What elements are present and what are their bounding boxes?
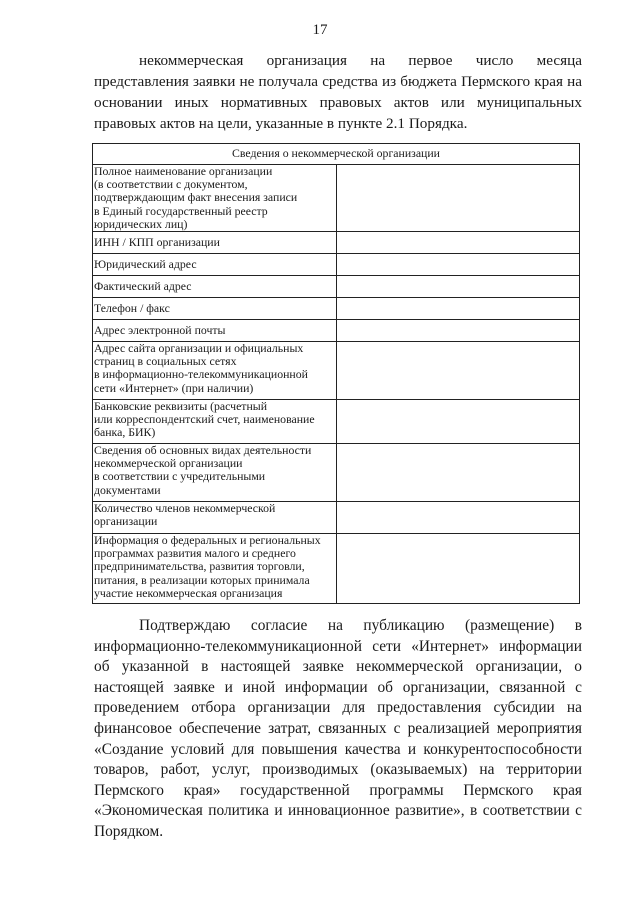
table-row [93, 400, 580, 444]
row-value-bank-details[interactable] [336, 400, 580, 444]
page-number: 17 [312, 22, 328, 38]
row-value-actual-address[interactable] [336, 276, 580, 298]
table-header: Сведения о некоммерческой организации [93, 144, 580, 165]
row-label-full-name: Полное наименование организации (в соответствии с документом, подтверждающим факт внесения записи в Единый государственный реестр юридических лиц) [93, 165, 337, 232]
row-label-programs-participation: Информация о федеральных и региональных программах развития малого и среднего предпринимательства, развития торговли, питания, в реализации которых принимала участие некоммерческая организация [93, 534, 337, 604]
row-label-legal-address: Юридический адрес [93, 254, 337, 276]
table-row [93, 320, 580, 342]
row-value-activities[interactable] [336, 444, 580, 502]
row-label-actual-address: Фактический адрес [93, 276, 337, 298]
table-row [93, 444, 580, 502]
row-value-website[interactable] [336, 342, 580, 400]
row-label-email: Адрес электронной почты [93, 320, 337, 342]
row-label-members-count: Количество членов некоммерческой организации [93, 502, 337, 534]
row-label-bank-details: Банковские реквизиты (расчетный или корреспондентский счет, наименование банка, БИК) [93, 400, 337, 444]
row-label-inn-kpp: ИНН / КПП организации [93, 232, 337, 254]
table-row [93, 502, 580, 534]
organization-info-table [92, 143, 580, 604]
row-label-activities: Сведения об основных видах деятельности некоммерческой организации в соответствии с учредительными документами [93, 444, 337, 502]
row-value-inn-kpp[interactable] [336, 232, 580, 254]
row-value-programs-participation[interactable] [336, 534, 580, 604]
consent-paragraph: Подтверждаю согласие на публикацию (размещение) в информационно-телекоммуникационной сети «Интернет» информации об указанной в настоящей заявке некоммерческой организации, о настоящей заявке и иной информации об организации, связанной с проведением отбора организации для предоставления субсидии на финансовое обеспечение затрат, связанных с реализацией мероприятия «Создание условий для повышения качества и конкурентоспособности товаров, работ, услуг, производимых (оказываемых) на территории Пермского края» государственной программы Пермского края «Экономическая политика и инновационное развитие», в соответствии с Порядком. [94, 617, 582, 840]
row-value-members-count[interactable] [336, 502, 580, 534]
table-row [93, 254, 580, 276]
table-row [93, 534, 580, 604]
row-value-legal-address[interactable] [336, 254, 580, 276]
row-value-email[interactable] [336, 320, 580, 342]
intro-paragraph: некоммерческая организация на первое число месяца представления заявки не получала средства из бюджета Пермского края на основании иных нормативных правовых актов или муниципальных правовых актов на цели, указанные в пункте 2.1 Порядка. [94, 52, 582, 132]
row-value-full-name[interactable] [336, 165, 580, 232]
table-row [93, 342, 580, 400]
row-label-phone-fax: Телефон / факс [93, 298, 337, 320]
table-row [93, 298, 580, 320]
row-label-website: Адрес сайта организации и официальных страниц в социальных сетях в информационно-телекоммуникационной сети «Интернет» (при наличии) [93, 342, 337, 400]
table-row [93, 232, 580, 254]
row-value-phone-fax[interactable] [336, 298, 580, 320]
table-row [93, 165, 580, 232]
table-row [93, 276, 580, 298]
